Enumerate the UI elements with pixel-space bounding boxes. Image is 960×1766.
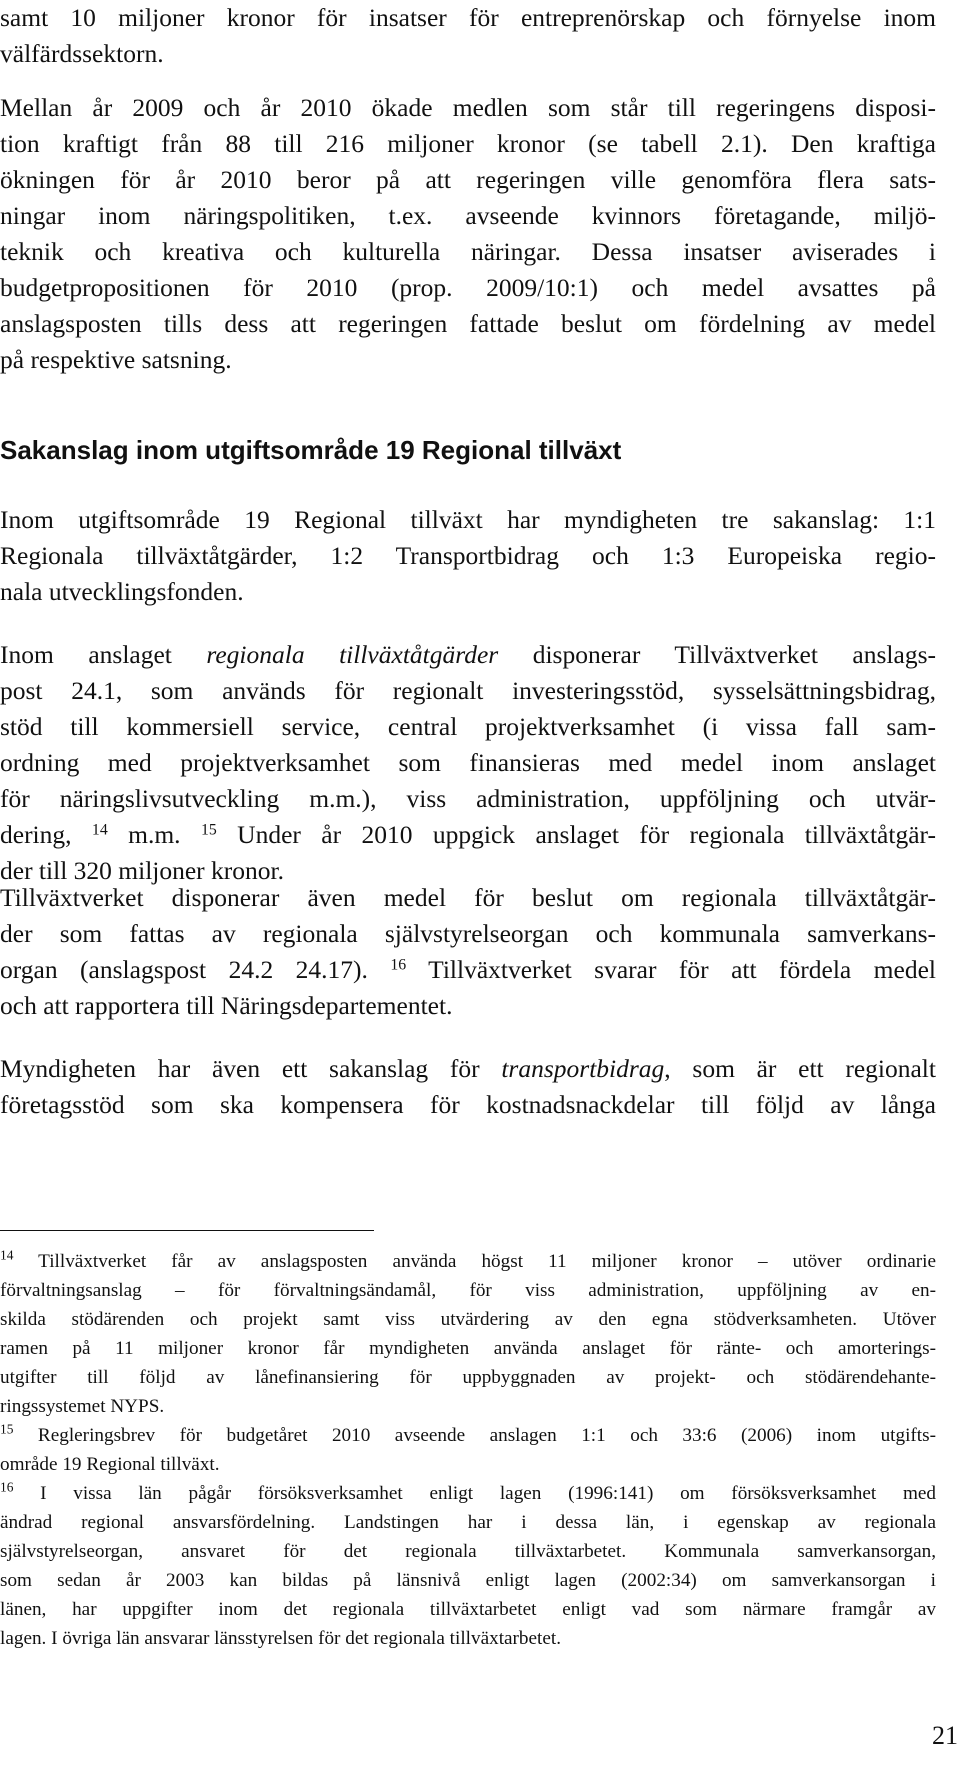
- footnote-line: område 19 Regional tillväxt.: [0, 1454, 220, 1475]
- paragraph-regionala-tillvaxtatgarder: [0, 637, 960, 889]
- footnote-line: ändrad regional ansvarsfördelning. Landstingen har i dessa län, i egenskap av regionala: [0, 1512, 936, 1533]
- text-span: Tillväxtverket får av anslagsposten använda högst 11 miljoner kronor – utöver ordinarie: [13, 1251, 936, 1272]
- text-line: [0, 817, 936, 853]
- text-span: , som är ett regionalt: [664, 1054, 936, 1083]
- italic-term: transportbidrag: [501, 1054, 665, 1083]
- footnote-line: skilda stödärenden och projekt samt viss utvärdering av den egna stödverksamheten. Utöver: [0, 1309, 936, 1330]
- text-line: ordning med projektverksamhet som finansieras med medel inom anslaget: [0, 748, 936, 777]
- page-number: 21: [932, 1721, 958, 1750]
- text-span: disponerar Tillväxtverket anslags-: [498, 640, 936, 669]
- text-line: der till 320 miljoner kronor.: [0, 856, 284, 885]
- text-line: Mellan år 2009 och år 2010 ökade medlen som står till regeringens disposi-: [0, 93, 936, 122]
- text-line: der som fattas av regionala självstyrelseorgan och kommunala samverkans-: [0, 919, 936, 948]
- footnote-16: [0, 1479, 960, 1653]
- text-span: organ (anslagspost 24.2 24.17).: [0, 955, 391, 984]
- footnote-number: 15: [0, 1421, 14, 1437]
- text-span: m.m.: [107, 820, 201, 849]
- footnote-line: ringssystemet NYPS.: [0, 1396, 165, 1417]
- footnote-line: utgifter till följd av lånefinansiering för uppbyggnaden av projekt- och stödärendehante-: [0, 1367, 936, 1388]
- footnote-line: självstyrelseorgan, ansvaret för det regionala tillväxtarbetet. Kommunala samverkansorgan,: [0, 1541, 936, 1562]
- text-line: tion kraftigt från 88 till 216 miljoner kronor (se tabell 2.1). Den kraftiga: [0, 129, 936, 158]
- footnote-line: ramen på 11 miljoner kronor får myndigheten använda anslaget för ränte- och amorterings-: [0, 1338, 936, 1359]
- text-line: ökningen för år 2010 beror på att regeringen ville genomföra flera sats-: [0, 165, 936, 194]
- footnote-line: länen, har uppgifter inom det regionala tillväxtarbetet enligt vad som närmare framgår av: [0, 1599, 936, 1620]
- paragraph-budget-increase: [0, 90, 960, 378]
- text-line: Inom utgiftsområde 19 Regional tillväxt har myndigheten tre sakanslag: 1:1: [0, 505, 936, 534]
- footnote-15: [0, 1421, 960, 1479]
- text-line: anslagsposten tills dess att regeringen fattade beslut om fördelning av medel: [0, 309, 936, 338]
- footnote-ref-16[interactable]: 16: [390, 956, 407, 974]
- text-line: välfärdssektorn.: [0, 39, 164, 68]
- footnote-number: 16: [0, 1479, 14, 1495]
- text-line: för näringslivsutveckling m.m.), viss administration, uppföljning och utvär-: [0, 784, 936, 813]
- text-line: post 24.1, som används för regionalt investeringsstöd, sysselsättningsbidrag,: [0, 676, 936, 705]
- footnote-ref-14[interactable]: 14: [91, 821, 108, 839]
- footnote-ref-15[interactable]: 15: [200, 821, 217, 839]
- footnote-line: [0, 1247, 936, 1276]
- paragraph-continuation: [0, 0, 960, 72]
- footnote-line: förvaltningsanslag – för förvaltningsändamål, för viss administration, uppföljning av en-: [0, 1280, 936, 1301]
- footnote-14: [0, 1247, 960, 1421]
- footnote-separator: [0, 1230, 374, 1231]
- text-line: [0, 1051, 936, 1087]
- section-heading: Sakanslag inom utgiftsområde 19 Regional tillväxt: [0, 435, 622, 465]
- text-line: Regionala tillväxtåtgärder, 1:2 Transportbidrag och 1:3 Europeiska regio-: [0, 541, 936, 570]
- text-line: Tillväxtverket disponerar även medel för beslut om regionala tillväxtåtgär-: [0, 883, 936, 912]
- footnote-line: lagen. I övriga län ansvarar länsstyrelsen för det regionala tillväxtarbetet.: [0, 1628, 562, 1649]
- paragraph-sakanslag: [0, 502, 960, 610]
- text-line: budgetpropositionen för 2010 (prop. 2009/10:1) och medel avsattes på: [0, 273, 936, 302]
- text-line: ningar inom näringspolitiken, t.ex. avseende kvinnors företagande, miljö-: [0, 201, 936, 230]
- text-line: teknik och kreativa och kulturella näringar. Dessa insatser aviserades i: [0, 237, 936, 266]
- footnote-line: [0, 1479, 936, 1508]
- text-line: samt 10 miljoner kronor för insatser för entreprenörskap och förnyelse inom: [0, 3, 936, 32]
- paragraph-tillvaxtverket: [0, 880, 960, 1024]
- text-span: Tillväxtverket svarar för att fördela medel: [406, 955, 936, 984]
- text-span: Regleringsbrev för budgetåret 2010 avseende anslagen 1:1 och 33:6 (2006) inom utgifts-: [13, 1425, 936, 1446]
- text-line: [0, 952, 936, 988]
- text-span: I vissa län pågår försöksverksamhet enligt lagen (1996:141) om försöksverksamhet med: [13, 1483, 936, 1504]
- text-span: Inom anslaget: [0, 640, 207, 669]
- footnote-number: 14: [0, 1247, 14, 1263]
- text-line: stöd till kommersiell service, central projektverksamhet (i vissa fall sam-: [0, 712, 936, 741]
- footnote-line: som sedan år 2003 kan bildas på länsnivå enligt lagen (2002:34) om samverkansorgan i: [0, 1570, 936, 1591]
- footnote-line: [0, 1421, 936, 1450]
- text-line: och att rapportera till Näringsdepartementet.: [0, 991, 453, 1020]
- paragraph-transportbidrag: [0, 1051, 960, 1123]
- text-span: Under år 2010 uppgick anslaget för regionala tillväxtåtgär-: [216, 820, 936, 849]
- text-span: dering,: [0, 820, 92, 849]
- italic-term: regionala tillväxtåtgärder: [206, 640, 499, 669]
- text-line: nala utvecklingsfonden.: [0, 577, 244, 606]
- text-line: företagsstöd som ska kompensera för kostnadsnackdelar till följd av långa: [0, 1090, 936, 1119]
- text-line: [0, 637, 936, 673]
- text-line: på respektive satsning.: [0, 345, 232, 374]
- text-span: Myndigheten har även ett sakanslag för: [0, 1054, 502, 1083]
